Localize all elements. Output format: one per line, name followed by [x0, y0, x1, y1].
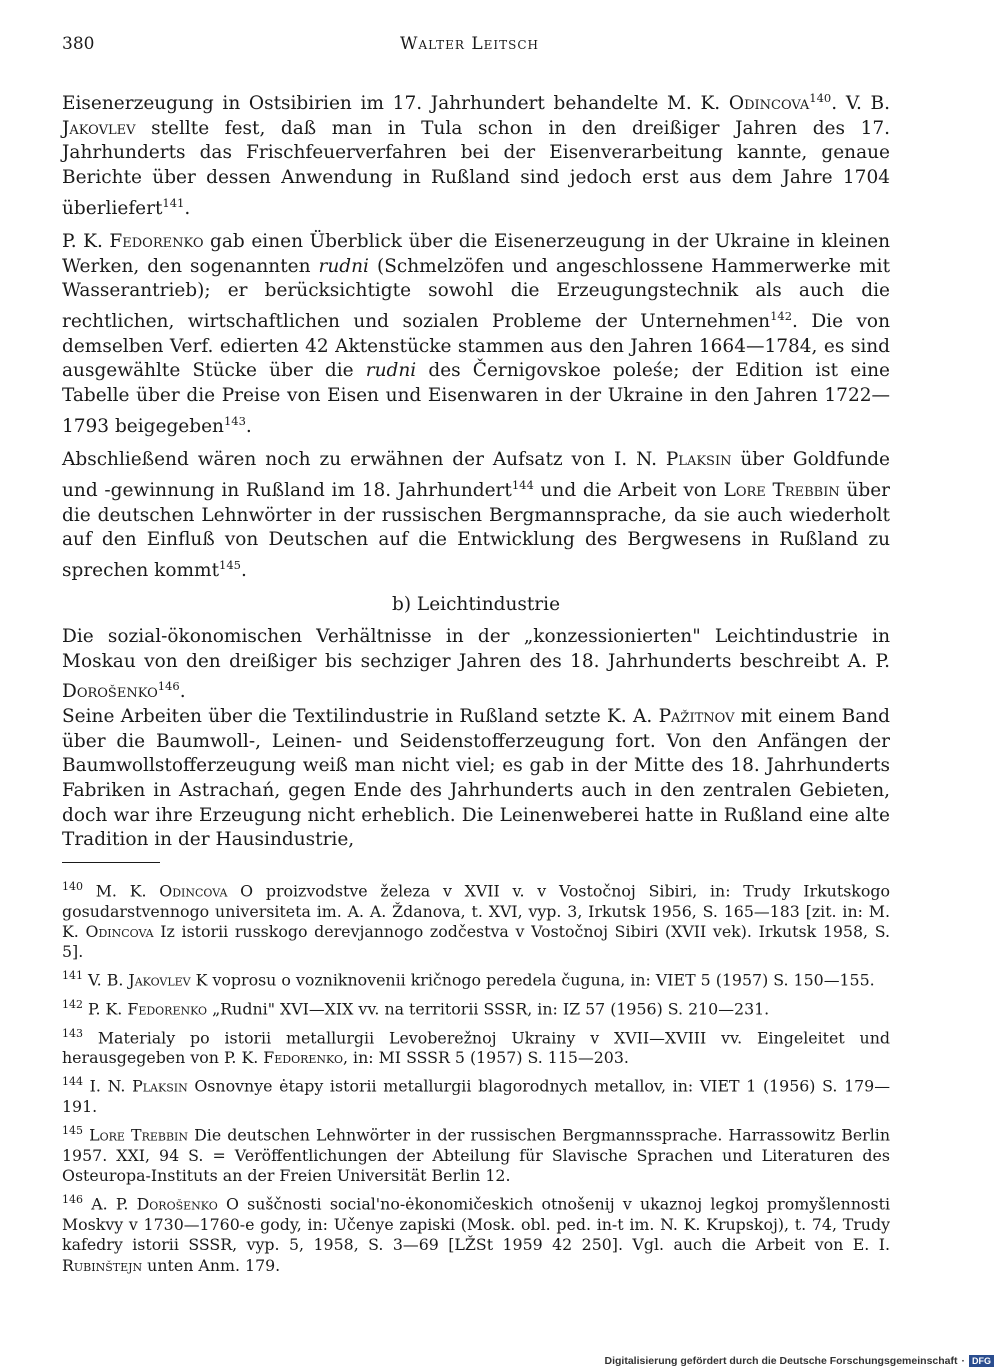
text: P. K. [62, 231, 110, 253]
footnote-143 [62, 1024, 890, 1069]
text: Abschließend wären noch zu erwähnen der Aufsatz von I. N. [62, 449, 666, 471]
footnote-142 [62, 995, 890, 1020]
main-text [62, 86, 890, 862]
footnote-140 [62, 877, 890, 962]
page-number: 380 [62, 34, 95, 54]
paragraph-3 [62, 448, 890, 583]
footnote-ref[interactable]: 144 [511, 477, 534, 492]
text: über Goldfunde und -gewinnung in Rußland im 18. Jahrhundert [62, 449, 890, 502]
text: mit einem Band über die Baumwoll-, Leinen- und Seidenstofferzeugung fort. Von den Anfängen der Baumwollstofferzeugung weiß man nicht viel; es gab in der Mitte des 18. Jahrhunderts Fabriken in Astrachań, gegen Ende des Jahrhunderts auch in den zentralen Gebieten, doch war ihre Erzeugung nicht erheblich. Die Leinenweberei hatte in Rußland eine alte Tradition in der Hausindustrie, [62, 706, 890, 851]
text: Osnovnye ėtapy istorii metallurgii blagorodnych metallov, in: VIET 1 (1956) S. 179—191. [62, 1076, 891, 1116]
author-name: Fedorenko [109, 231, 204, 253]
text: O proizvodstve železa v XVII v. v Vostočnoj Sibiri, in: Trudy Irkutskogo gosudarstvennogo universiteta im. A. A. Ždanova, t. XVI, vyp. 3, Irkutsk 1956, S. 165—183 [zit. in: M. K. [62, 881, 891, 941]
footnote-ref[interactable]: 146 [157, 679, 180, 694]
author-name: Odincova [728, 93, 810, 115]
text: stellte fest, daß man in Tula schon in den dreißiger Jahren des 17. Jahrhunderts das Frischfeuerverfahren bei der Eisenverarbeitung kannte, genaue Berichte über dessen Anwendung in Rußland sind jedoch erst aus dem Jahre 1704 überliefert [62, 117, 890, 219]
author-name: Dorošenko [62, 681, 158, 703]
author-name: Lore Trebbin [89, 1125, 189, 1145]
paragraph-2 [62, 230, 890, 439]
text: I. N. [89, 1076, 133, 1096]
footnote-number: 140 [62, 880, 83, 893]
text: A. P. [91, 1194, 137, 1214]
footnote-141 [62, 966, 890, 991]
text: über die deutschen Lehnwörter in der russischen Bergmannsprache, da sie auch wiederholt auf den Einfluß von Deutschen auf die Entwicklung des Bergwesens in Rußland zu sprechen kommt [62, 480, 890, 582]
text: P. K. [88, 999, 128, 1019]
text: gab einen Überblick über die Eisenerzeugung in der Ukraine in kleinen Werken, den sogenannten [62, 231, 890, 277]
text: und die Arbeit von [533, 480, 724, 502]
author-name: Fedorenko [127, 999, 208, 1019]
text: des Černigovskoe poleśe; der Edition ist eine Tabelle über die Preise von Eisen und Eisenwaren in der Ukraine in den Jahren 1722—1793 beigegeben [62, 360, 890, 437]
text: . [240, 560, 247, 582]
footnote-ref[interactable]: 142 [770, 309, 793, 324]
footnote-146 [62, 1190, 890, 1275]
footnote-number: 142 [62, 998, 83, 1012]
footnote-ref[interactable]: 145 [219, 557, 241, 572]
footnotes [62, 877, 890, 1280]
dfg-logo-icon: DFG [969, 1355, 994, 1367]
text: Seine Arbeiten über die Textilindustrie in Rußland setzte K. A. [62, 706, 659, 728]
footnote-number: 145 [62, 1124, 83, 1138]
italic-term: rudni [318, 255, 369, 277]
author-name: Pažitnov [658, 706, 735, 728]
author-name: Jakovlev [62, 117, 136, 139]
digitization-note: Digitalisierung gefördert durch die Deutsche Forschungsgemeinschaft [604, 1355, 958, 1367]
text: Die sozial-ökonomischen Verhältnisse in der „konzessionierten" Leichtindustrie in Moskau von den dreißiger bis sechziger Jahren des 18. Jahrhunderts beschreibt A. P. [62, 626, 890, 672]
digitization-footer: Digitalisierung gefördert durch die Deutsche Forschungsgemeinschaft · DFG [605, 1355, 994, 1367]
text: „Rudni" XVI—XIX vv. na territorii SSSR, in: IZ 57 (1956) S. 210—231. [207, 999, 770, 1019]
footnote-number: 146 [62, 1193, 83, 1207]
paragraph-1 [62, 86, 890, 221]
footnote-ref[interactable]: 140 [809, 91, 832, 105]
author-name: Jakovlev [128, 970, 191, 990]
author-name: Odincova [159, 881, 228, 901]
text: . [179, 681, 186, 703]
section-heading: b) Leichtindustrie [391, 593, 561, 615]
text: Die deutschen Lehnwörter in der russischen Bergmannssprache. Harrassowitz Berlin 1957. XXI, 94 S. = Veröffentlichungen der Abteilung für Slavische Sprachen und Literaturen des Osteuropa-Instituts an der Freien Universität Berlin 12. [62, 1125, 891, 1186]
footnote-ref[interactable]: 141 [162, 195, 185, 210]
author-name: Rubinštejn [62, 1255, 143, 1275]
text: Iz istorii russkogo derevjannogo zodčestva v Vostočnoj Sibiri (XVII vek). Irkutsk 1958, S. 5]. [62, 921, 890, 962]
text: . V. B. [831, 93, 891, 115]
text: V. B. [88, 970, 129, 990]
author-name: Plaksin [665, 449, 732, 471]
text: . [245, 415, 252, 437]
footnote-number: 144 [62, 1075, 83, 1089]
text: Eisenerzeugung in Ostsibirien im 17. Jahrhundert behandelte M. K. [62, 93, 729, 115]
running-head: Walter Leitsch [400, 34, 539, 54]
author-name: Fedorenko [263, 1048, 344, 1068]
footnote-number: 143 [62, 1026, 83, 1040]
text: Materialy po istorii metallurgii Levoberežnoj Ukrainy v XVII—XVIII vv. Eingeleitet und herausgegeben von P. K. [62, 1027, 890, 1068]
paragraph-5 [62, 705, 890, 853]
footnote-145 [62, 1121, 890, 1186]
author-name: Lore Trebbin [723, 480, 840, 502]
text: unten Anm. 179. [142, 1255, 281, 1275]
footnote-divider [62, 862, 160, 863]
text: M. K. [95, 881, 160, 901]
italic-term: rudni [365, 360, 417, 382]
text: K voprosu o vozniknovenii kričnogo peredela čuguna, in: VIET 5 (1957) S. 150—155. [190, 970, 875, 990]
paragraph-4 [62, 625, 890, 705]
text: . [184, 197, 191, 219]
footnote-144 [62, 1072, 890, 1117]
text: . Die von demselben Verf. edierten 42 Aktenstücke stammen aus den Jahren 1664—1784, es sind ausgewählte Stücke über die [62, 311, 890, 382]
author-name: Odincova [85, 921, 154, 941]
text: (Schmelzöfen und angeschlossene Hammerwerke mit Wasserantrieb); er berücksichtigte sowohl die Erzeugungstechnik als auch die rechtlichen, wirtschaftlichen und sozialen Probleme der Unternehmen [62, 255, 891, 333]
footnote-number: 141 [62, 969, 83, 983]
author-name: Dorošenko [136, 1194, 218, 1214]
author-name: Plaksin [132, 1076, 188, 1096]
text: O suščnosti social'no-ėkonomičeskich otnošenij v ukaznoj legkoj promyšlennosti Moskvy v 1730—1760-e gody, in: Učenye zapiski (Mosk. obl. ped. in-t im. N. K. Krupskoj), t. 74, Trudy kafedry istorii SSSR, vyp. 5, 1958, S. 3—69 [LŽSt 1959 42 250]. Vgl. auch die Arbeit von E. I. [62, 1194, 891, 1255]
text: , in: MI SSSR 5 (1957) S. 115—203. [343, 1048, 629, 1068]
footnote-ref[interactable]: 143 [223, 413, 246, 428]
